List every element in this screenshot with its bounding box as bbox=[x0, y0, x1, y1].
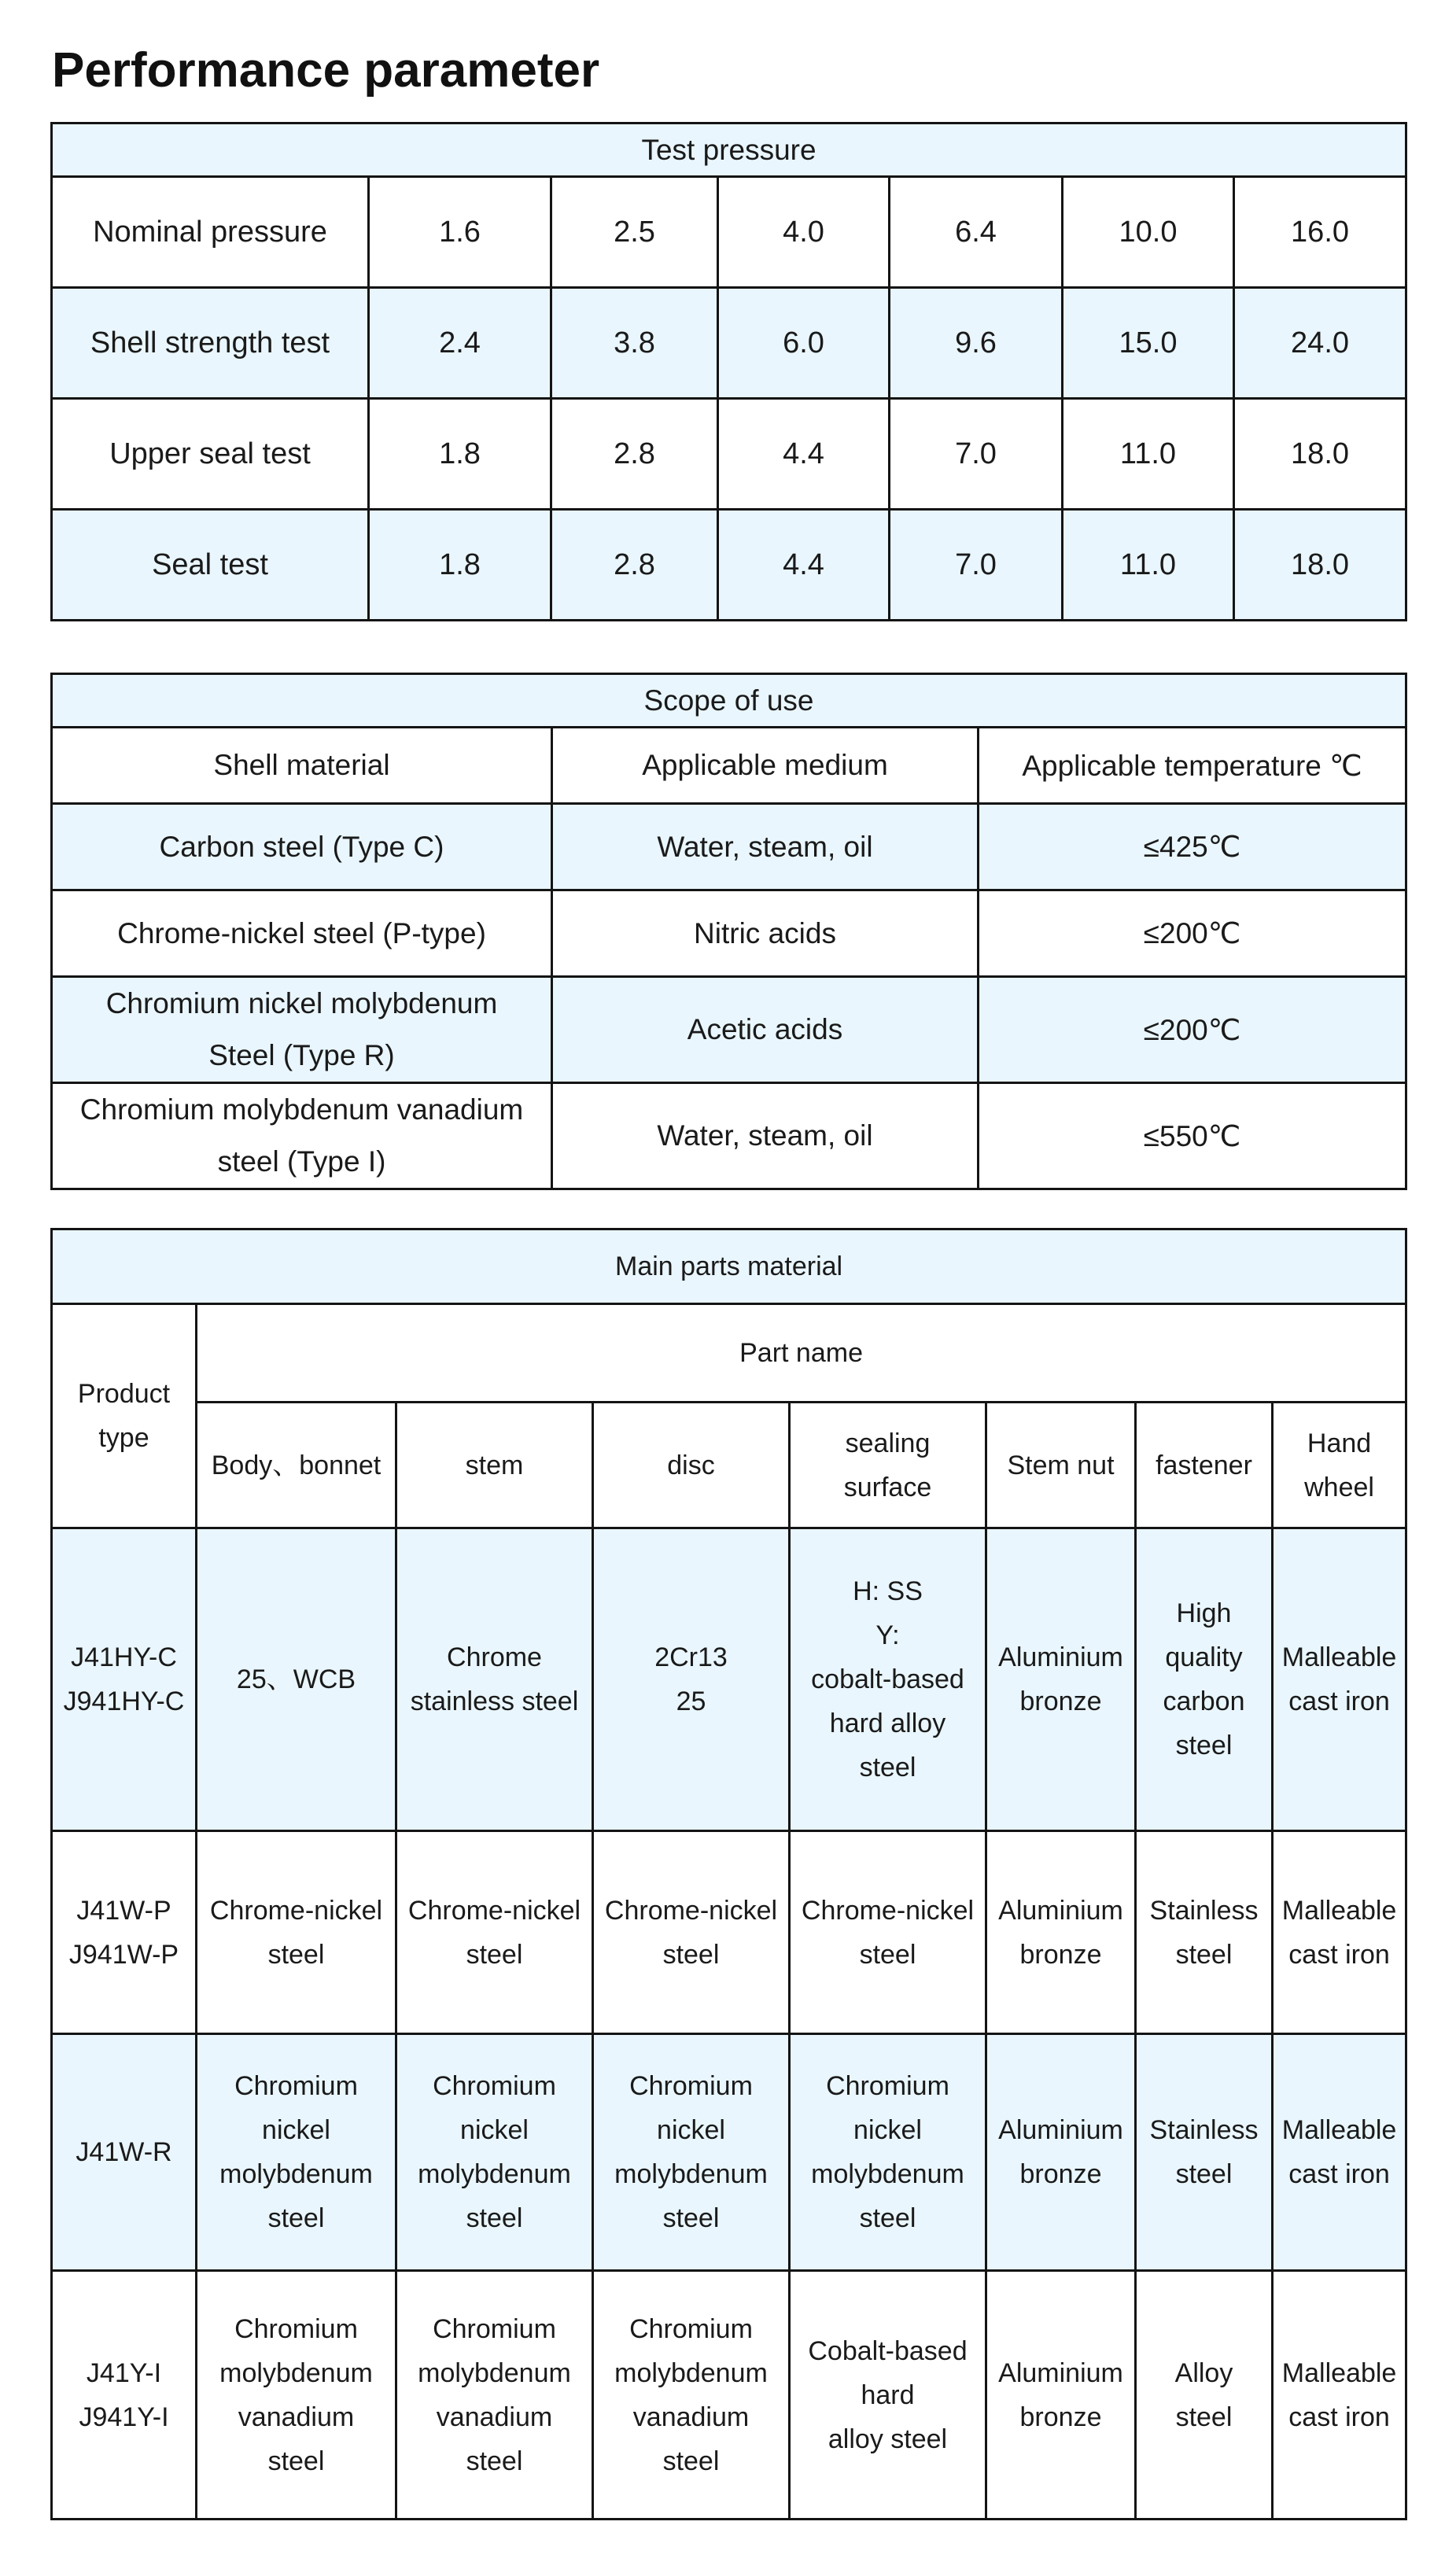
part-material: Aluminium bronze bbox=[986, 1528, 1136, 1831]
scope-header: Scope of use bbox=[52, 674, 1406, 728]
test-pressure-header: Test pressure bbox=[52, 123, 1406, 177]
table-row bbox=[52, 2034, 1406, 2271]
pressure-value: 18.0 bbox=[1234, 399, 1406, 510]
part-material: Chrome-nickel steel bbox=[396, 1831, 593, 2034]
temperature: ≤425℃ bbox=[979, 804, 1406, 890]
pressure-value: 10.0 bbox=[1063, 177, 1234, 288]
product-type: J41HY-C J941HY-C bbox=[52, 1528, 197, 1831]
part-material: Chrome stainless steel bbox=[396, 1528, 593, 1831]
main-parts-material-table bbox=[50, 1228, 1407, 2520]
row-label: Nominal pressure bbox=[52, 177, 369, 288]
product-type-header: Product type bbox=[52, 1304, 197, 1528]
pressure-value: 4.4 bbox=[718, 399, 890, 510]
column-header-row bbox=[52, 1403, 1406, 1528]
part-material: Malleable cast iron bbox=[1273, 2271, 1406, 2520]
pressure-value: 24.0 bbox=[1234, 288, 1406, 399]
row-label: Shell strength test bbox=[52, 288, 369, 399]
temperature: ≤200℃ bbox=[979, 890, 1406, 977]
part-material: Chromium nickel molybdenum steel bbox=[396, 2034, 593, 2271]
pressure-value: 9.6 bbox=[890, 288, 1063, 399]
table-row bbox=[52, 288, 1406, 399]
part-material: Cobalt-based hard alloy steel bbox=[790, 2271, 986, 2520]
part-material: Malleable cast iron bbox=[1273, 1528, 1406, 1831]
scope-of-use-table bbox=[50, 673, 1407, 1190]
column-header: Stem nut bbox=[986, 1403, 1136, 1528]
pressure-value: 7.0 bbox=[890, 510, 1063, 621]
part-material: Chrome-nickel steel bbox=[593, 1831, 790, 2034]
shell-material: Chrome-nickel steel (P-type) bbox=[52, 890, 552, 977]
pressure-value: 1.8 bbox=[369, 510, 551, 621]
column-header: Shell material bbox=[52, 728, 552, 804]
table-row bbox=[52, 1831, 1406, 2034]
pressure-value: 2.8 bbox=[551, 510, 718, 621]
row-label: Upper seal test bbox=[52, 399, 369, 510]
part-material: High quality carbon steel bbox=[1136, 1528, 1273, 1831]
pressure-value: 11.0 bbox=[1063, 399, 1234, 510]
part-material: Alloy steel bbox=[1136, 2271, 1273, 2520]
pressure-value: 3.8 bbox=[551, 288, 718, 399]
table-row bbox=[52, 890, 1406, 977]
pressure-value: 4.4 bbox=[718, 510, 890, 621]
table-row bbox=[52, 977, 1406, 1083]
table-row bbox=[52, 510, 1406, 621]
part-material: Chromium molybdenum vanadium steel bbox=[197, 2271, 396, 2520]
medium: Acetic acids bbox=[552, 977, 979, 1083]
pressure-value: 2.8 bbox=[551, 399, 718, 510]
table-row bbox=[52, 804, 1406, 890]
pressure-value: 16.0 bbox=[1234, 177, 1406, 288]
pressure-value: 11.0 bbox=[1063, 510, 1234, 621]
pressure-value: 2.5 bbox=[551, 177, 718, 288]
table-row bbox=[52, 2271, 1406, 2520]
row-label: Seal test bbox=[52, 510, 369, 621]
shell-material: Carbon steel (Type C) bbox=[52, 804, 552, 890]
temperature: ≤200℃ bbox=[979, 977, 1406, 1083]
part-material: Chromium molybdenum vanadium steel bbox=[396, 2271, 593, 2520]
product-type: J41W-R bbox=[52, 2034, 197, 2271]
temperature: ≤550℃ bbox=[979, 1083, 1406, 1189]
table-row bbox=[52, 1528, 1406, 1831]
table-row bbox=[52, 177, 1406, 288]
pressure-value: 4.0 bbox=[718, 177, 890, 288]
part-material: Malleable cast iron bbox=[1273, 1831, 1406, 2034]
medium: Nitric acids bbox=[552, 890, 979, 977]
part-material: Stainless steel bbox=[1136, 1831, 1273, 2034]
part-material: Aluminium bronze bbox=[986, 1831, 1136, 2034]
pressure-value: 7.0 bbox=[890, 399, 1063, 510]
column-header-row bbox=[52, 728, 1406, 804]
pressure-value: 2.4 bbox=[369, 288, 551, 399]
table-row bbox=[52, 1083, 1406, 1189]
column-header: disc bbox=[593, 1403, 790, 1528]
column-header: stem bbox=[396, 1403, 593, 1528]
column-header: Applicable medium bbox=[552, 728, 979, 804]
pressure-value: 15.0 bbox=[1063, 288, 1234, 399]
column-header: Hand wheel bbox=[1273, 1403, 1406, 1528]
column-header: Applicable temperature ℃ bbox=[979, 728, 1406, 804]
part-material: Chromium nickel molybdenum steel bbox=[197, 2034, 396, 2271]
test-pressure-table bbox=[50, 122, 1407, 621]
pressure-value: 6.4 bbox=[890, 177, 1063, 288]
part-material: 25、WCB bbox=[197, 1528, 396, 1831]
part-material: Chromium nickel molybdenum steel bbox=[593, 2034, 790, 2271]
column-header: fastener bbox=[1136, 1403, 1273, 1528]
part-name-header: Part name bbox=[197, 1304, 1406, 1403]
part-material: Chromium molybdenum vanadium steel bbox=[593, 2271, 790, 2520]
part-material: Aluminium bronze bbox=[986, 2271, 1136, 2520]
product-type: J41Y-I J941Y-I bbox=[52, 2271, 197, 2520]
part-material: Chrome-nickel steel bbox=[197, 1831, 396, 2034]
page-title: Performance parameter bbox=[52, 43, 600, 98]
medium: Water, steam, oil bbox=[552, 1083, 979, 1189]
pressure-value: 18.0 bbox=[1234, 510, 1406, 621]
pressure-value: 1.6 bbox=[369, 177, 551, 288]
part-material: Chrome-nickel steel bbox=[790, 1831, 986, 2034]
table-row bbox=[52, 399, 1406, 510]
part-material: 2Cr13 25 bbox=[593, 1528, 790, 1831]
part-material: H: SS Y: cobalt-based hard alloy steel bbox=[790, 1528, 986, 1831]
column-header: sealing surface bbox=[790, 1403, 986, 1528]
shell-material: Chromium molybdenum vanadium steel (Type I) bbox=[52, 1083, 552, 1189]
main-parts-header: Main parts material bbox=[52, 1229, 1406, 1304]
shell-material: Chromium nickel molybdenum Steel (Type R) bbox=[52, 977, 552, 1083]
pressure-value: 6.0 bbox=[718, 288, 890, 399]
part-material: Chromium nickel molybdenum steel bbox=[790, 2034, 986, 2271]
pressure-value: 1.8 bbox=[369, 399, 551, 510]
part-material: Aluminium bronze bbox=[986, 2034, 1136, 2271]
product-type: J41W-P J941W-P bbox=[52, 1831, 197, 2034]
part-material: Stainless steel bbox=[1136, 2034, 1273, 2271]
part-material: Malleable cast iron bbox=[1273, 2034, 1406, 2271]
medium: Water, steam, oil bbox=[552, 804, 979, 890]
column-header: Body、bonnet bbox=[197, 1403, 396, 1528]
